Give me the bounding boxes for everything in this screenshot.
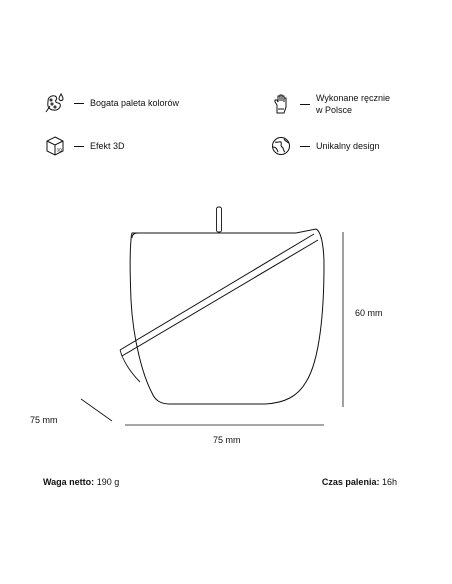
dimension-height-label: 60 mm bbox=[355, 308, 383, 318]
feature-label: Unikalny design bbox=[316, 141, 380, 151]
dimension-line-depth bbox=[81, 399, 112, 421]
feature-label: Bogata paleta kolorów bbox=[90, 98, 180, 108]
burn-time-label: Czas palenia: bbox=[321, 477, 380, 487]
feature-label: Wykonane ręcznie w Polsce bbox=[316, 93, 390, 115]
candle-wick bbox=[217, 207, 222, 232]
weight-label: Waga netto: bbox=[43, 477, 95, 487]
candle-body bbox=[130, 229, 324, 404]
dimension-depth-label: 75 mm bbox=[30, 415, 58, 425]
svg-text:3D: 3D bbox=[56, 147, 63, 153]
burn-time-spec bbox=[322, 477, 397, 488]
candle-slice-line bbox=[120, 234, 314, 350]
dimension-width-label: 75 mm bbox=[213, 435, 241, 445]
candle-slice-line-inner bbox=[122, 240, 318, 356]
feature-label: Efekt 3D bbox=[90, 141, 125, 151]
burn-time-value: 16h bbox=[381, 477, 397, 487]
weight-spec bbox=[43, 477, 119, 488]
weight-value: 190 g bbox=[96, 477, 120, 487]
